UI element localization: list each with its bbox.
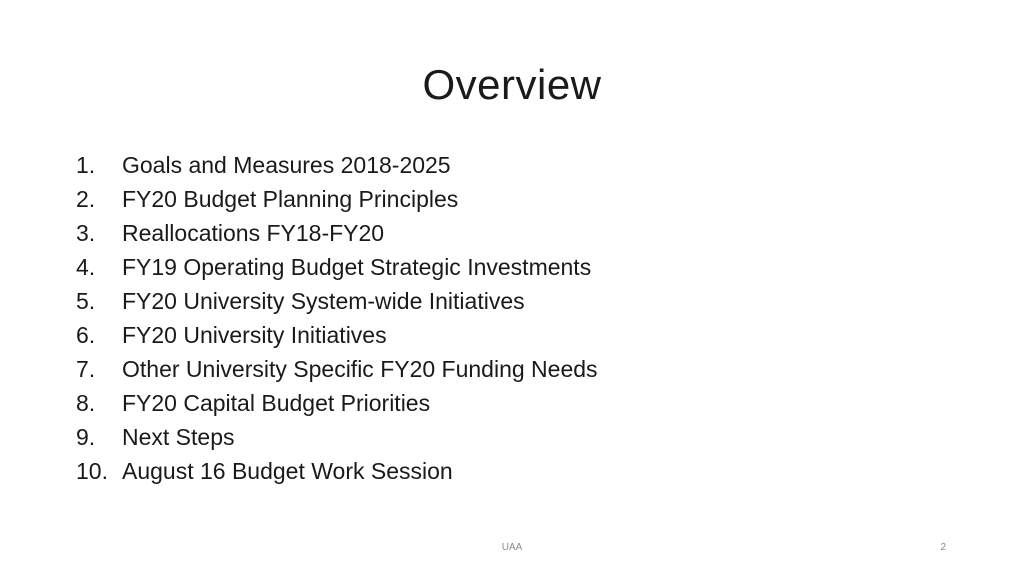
agenda-item-text: Goals and Measures 2018-2025: [122, 152, 451, 178]
agenda-item: [76, 182, 956, 216]
agenda-item: [76, 284, 956, 318]
agenda-item: [76, 148, 956, 182]
agenda-item-text: FY20 University System-wide Initiatives: [122, 288, 525, 314]
agenda-item-text: August 16 Budget Work Session: [122, 458, 453, 484]
agenda-item-number: 10.: [76, 458, 108, 484]
agenda-item-number: 9.: [76, 424, 96, 450]
agenda-item: [76, 216, 956, 250]
footer-organization: UAA: [501, 542, 523, 553]
agenda-item-number: 7.: [76, 356, 96, 382]
agenda-item-text: FY20 University Initiatives: [122, 322, 387, 348]
agenda-item: [76, 454, 956, 488]
agenda-item: [76, 352, 956, 386]
agenda-item-number: 2.: [76, 186, 96, 212]
agenda-item-number: 5.: [76, 288, 96, 314]
agenda-item-number: 1.: [76, 152, 96, 178]
agenda-item-number: 8.: [76, 390, 96, 416]
agenda-item-number: 4.: [76, 254, 96, 280]
agenda-item: [76, 250, 956, 284]
agenda-item-text: Next Steps: [122, 424, 235, 450]
agenda-item-text: Other University Specific FY20 Funding Needs: [122, 356, 598, 382]
agenda-list: [76, 148, 956, 488]
agenda-item-text: FY20 Capital Budget Priorities: [122, 390, 431, 416]
agenda-item: [76, 386, 956, 420]
agenda-item-text: Reallocations FY18-FY20: [122, 220, 385, 246]
agenda-item-number: 3.: [76, 220, 96, 246]
agenda-item-text: FY20 Budget Planning Principles: [122, 186, 459, 212]
agenda-item-number: 6.: [76, 322, 96, 348]
page-number: 2: [940, 542, 946, 553]
agenda-item: [76, 420, 956, 454]
slide-title: Overview: [422, 61, 602, 108]
agenda-item-text: FY19 Operating Budget Strategic Investments: [122, 254, 592, 280]
agenda-item: [76, 318, 956, 352]
